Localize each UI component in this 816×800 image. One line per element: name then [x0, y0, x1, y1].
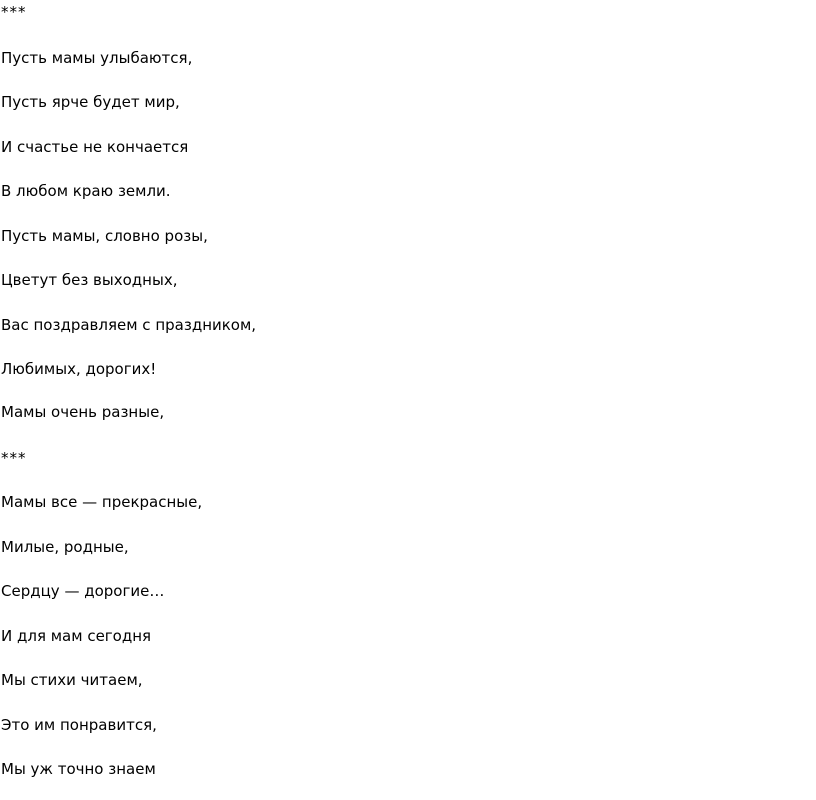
- poem-line: Это им понравится,: [1, 716, 157, 734]
- separator-line: ***: [1, 3, 27, 21]
- poem-line: И для мам сегодня: [1, 627, 152, 645]
- poem-line: Милые, родные,: [1, 538, 129, 556]
- separator-line: ***: [1, 449, 27, 467]
- poem-line: Мамы очень разные,: [1, 403, 165, 421]
- poem-line: Пусть мамы улыбаются,: [1, 49, 193, 67]
- poem-line: В любом краю земли.: [1, 182, 171, 200]
- poem-line: Пусть ярче будет мир,: [1, 93, 180, 111]
- poem-line: Вас поздравляем с праздником,: [1, 316, 257, 334]
- poem-line: И счастье не кончается: [1, 138, 189, 156]
- poem-line: Сердцу — дорогие…: [1, 582, 165, 600]
- poem-line: Цветут без выходных,: [1, 271, 178, 289]
- poem-line: Мы стихи читаем,: [1, 671, 143, 689]
- poem-line: Мамы все — прекрасные,: [1, 493, 203, 511]
- poem-line: Мы уж точно знаем: [1, 760, 156, 778]
- poem-line: Любимых, дорогих!: [1, 360, 157, 378]
- poem-line: Пусть мамы, словно розы,: [1, 227, 208, 245]
